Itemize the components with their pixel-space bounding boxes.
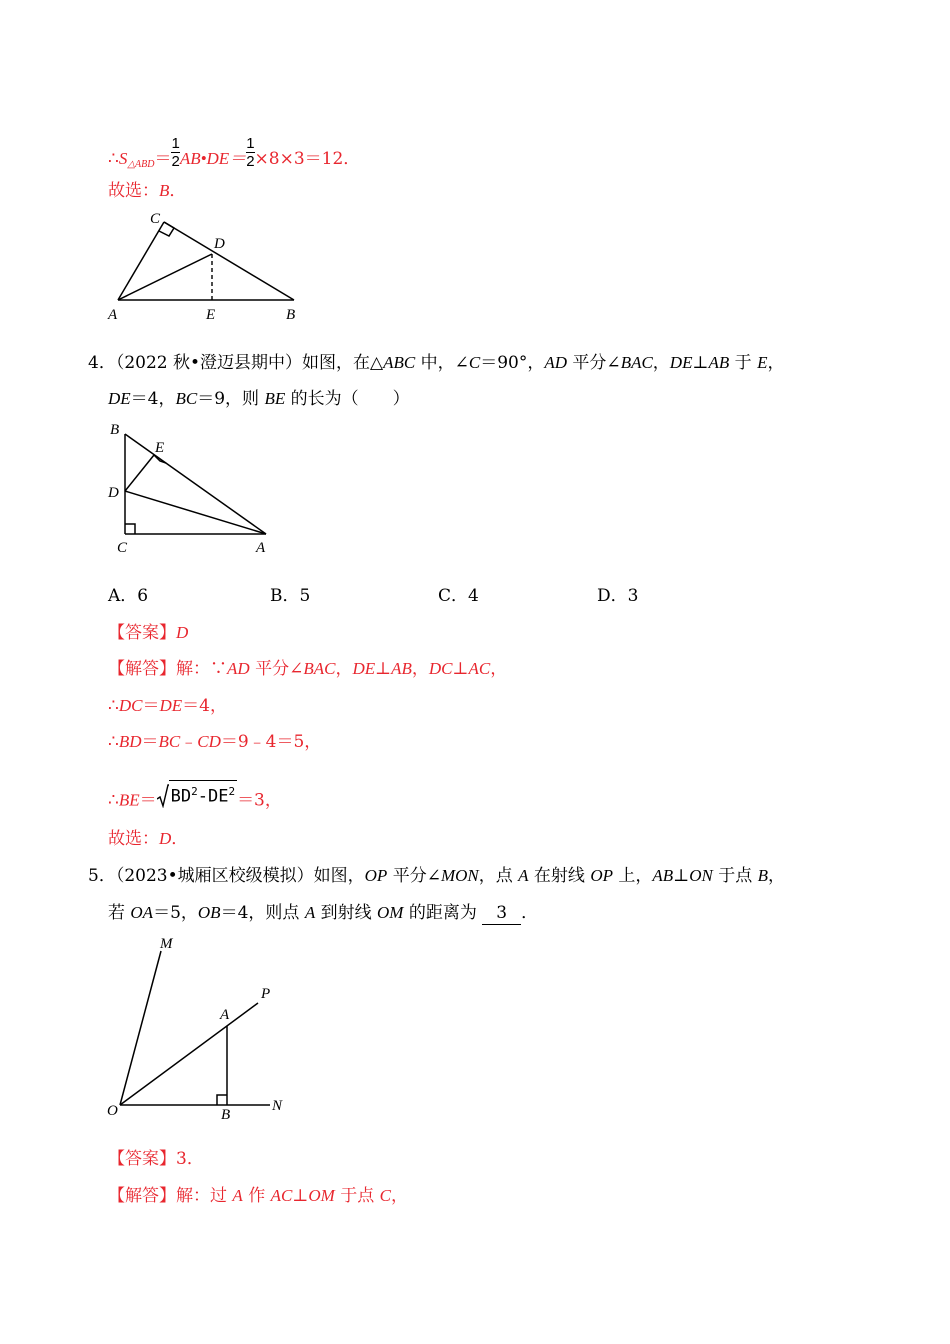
label-p: P	[261, 986, 271, 1002]
q5-answer: 【答案】3．	[108, 1149, 204, 1169]
area-formula-line: $\therefore S_{\triangle ABD}=$ $\frac{1}{2}$ AB•DE＝ $\frac{1}{2}$ ×8×3＝12．	[108, 135, 361, 170]
label-e: E	[155, 440, 165, 456]
choice-line-prev: 故选：B．	[108, 181, 187, 201]
q4-solution-line2: ∴DC＝DE＝4，	[108, 696, 227, 716]
q4-option-d: D．3	[597, 586, 639, 606]
ray-op	[120, 1003, 258, 1105]
answer-blank: 3	[482, 902, 521, 925]
figure-q5-angle	[100, 930, 300, 1124]
label-a: A	[220, 1007, 230, 1023]
label-a: A	[256, 540, 266, 556]
label-n: N	[272, 1098, 283, 1114]
q5-solution-line1: 【解答】解：过 A 作 AC⊥OM 于点 C，	[108, 1186, 408, 1206]
label-b: B	[221, 1107, 231, 1123]
side-ab	[125, 434, 266, 534]
q4-solution-line4: ∴BE＝ $BD^2-DE^2 =3$，	[108, 784, 282, 812]
q4-choice: 故选：D．	[108, 829, 189, 849]
label-o: O	[107, 1103, 118, 1119]
right-angle-mark-b	[217, 1095, 227, 1105]
fraction-half: $\frac{1}{2}$	[171, 135, 180, 170]
q5-line2: 若 OA＝5，OB＝4，则点 A 到射线 OM 的距离为 3 ．	[108, 903, 539, 923]
q4-option-c: C．4	[438, 586, 479, 606]
right-angle-mark	[159, 222, 174, 236]
label-d: D	[108, 485, 119, 501]
label-m: M	[160, 936, 173, 952]
square-root: $BD^2-DE^2$	[157, 780, 237, 808]
q5-line1: 5．（2023•城厢区校级模拟）如图，OP 平分∠MON，点 A 在射线 OP 上，AB⊥ON 于点 B，	[88, 866, 786, 886]
figure-triangle-abd	[100, 204, 310, 324]
q4-option-a: A．6	[108, 586, 149, 606]
side-cb	[164, 222, 294, 300]
q4-solution-line1: 【解答】解：∵AD 平分∠BAC，DE⊥AB，DC⊥AC，	[108, 659, 508, 679]
label-e: E	[206, 307, 216, 323]
q4-option-b: B．5	[270, 586, 311, 606]
figure-q4-triangle	[100, 416, 290, 562]
label-a: A	[108, 307, 118, 323]
label-b: B	[110, 422, 120, 438]
right-angle-mark-c	[125, 524, 135, 534]
ray-om	[120, 951, 161, 1105]
q4-line2: DE＝4，BC＝9，则 BE 的长为（ ）	[108, 389, 410, 409]
radical-sign-icon	[157, 784, 169, 808]
label-c: C	[117, 540, 128, 556]
label-d: D	[214, 236, 225, 252]
fraction-half: $\frac{1}{2}$	[246, 135, 255, 170]
segment-de	[125, 455, 154, 491]
q4-answer: 【答案】D	[108, 623, 189, 643]
label-c: C	[150, 211, 161, 227]
segment-da	[125, 491, 266, 534]
q4-solution-line3: ∴BD＝BC﹣CD＝9﹣4＝5，	[108, 732, 322, 752]
q4-line1: 4．（2022 秋•澄迈县期中）如图，在△ABC 中，∠C＝90°，AD 平分∠BAC，DE⊥AB 于 E，	[88, 353, 785, 373]
label-b: B	[286, 307, 296, 323]
